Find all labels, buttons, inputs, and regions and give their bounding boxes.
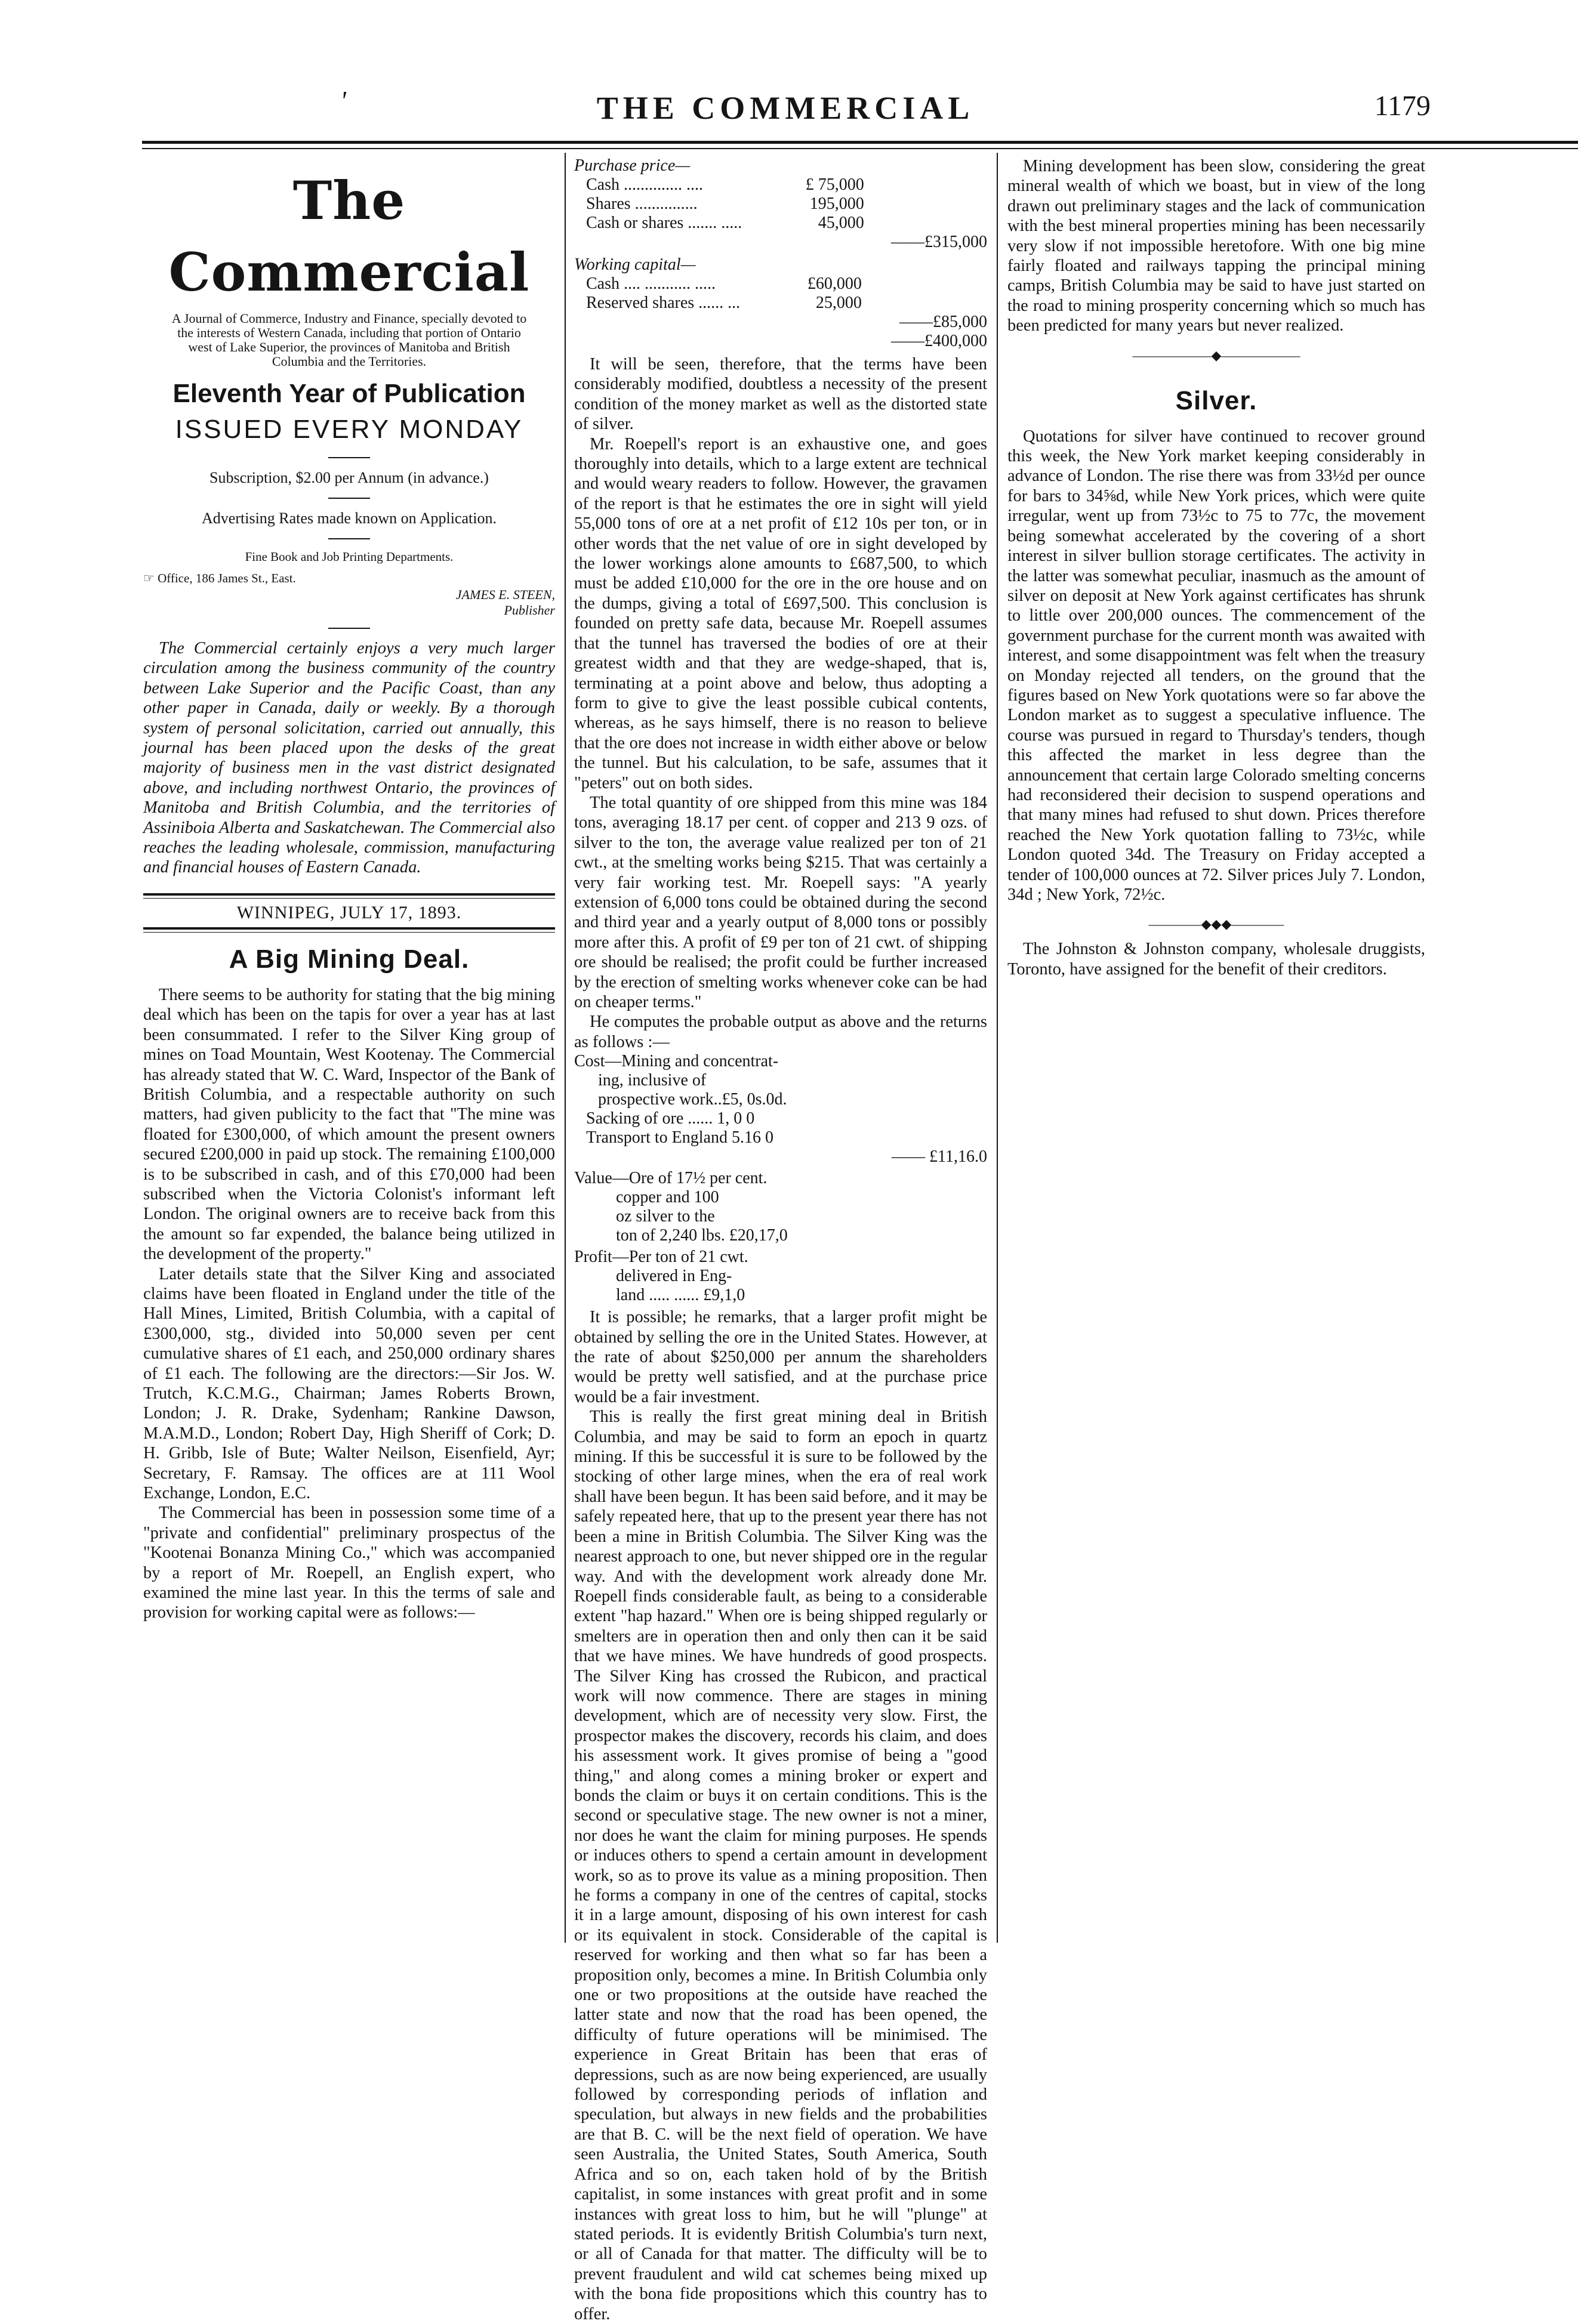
table-row <box>574 332 987 351</box>
cost-line: Transport to England 5.16 0 <box>586 1128 773 1147</box>
publisher-title: Publisher <box>504 603 555 618</box>
article-paragraph: It is possible; he remarks, that a larger profit might be obtained by selling the ore in the United States. However, at the rate of about $250,000 per annum the shareholders would be pretty well satisfied, and at the purchase price would be a fair investment. <box>574 1308 987 1406</box>
profit-block <box>574 1248 987 1305</box>
double-rule <box>143 927 555 933</box>
masthead-year: Eleventh Year of Publication <box>172 379 526 408</box>
cell-label: Reserved shares ...... ... <box>586 294 741 312</box>
article-paragraph: The total quantity of ore shipped from this mine was 184 tons, averaging 18.17 per cent. of copper and 213 9 ozs. of silver to the ton, the average value realized per ton of 21 cwt., at the smelting works being $215. That was certainly a very fair working test. Mr. Roepell says: "A yearly extension of 6,000 tons could be obtained during the second and third year and a yearly output of 8,000 tons or possibly more after this. A profit of £9 per ton of 21 cwt. of shipping ore should be realised; the profit could be further increased by the erection of smelting works whenever coke can be had on cheaper terms." <box>574 793 987 1011</box>
article-paragraph: The Commercial has been in possession some time of a "private and confidential" preliminary prospectus of the "Kootenai Bonanza Mining Co.," which was accompanied by a report of Mr. Roepell, an English expert, who examined the mine last year. In this the terms of sale and provision for working capital were as follows:— <box>143 1504 555 1622</box>
table-row <box>574 294 987 313</box>
running-head-title: THE COMMERCIAL <box>596 90 975 126</box>
column-divider-1 <box>565 153 566 1943</box>
value-line: ton of 2,240 lbs. £20,17,0 <box>616 1226 788 1245</box>
office-line: ☞ Office, 186 James St., East. <box>143 571 296 585</box>
article-paragraph: Mr. Roepell's report is an exhaustive one, and goes thoroughly into details, which to a large extent are technical and would weary readers to follow. However, the gravamen of the report is that he estimates the ore in sight will yield 55,000 tons of ore at a net profit of £12 10s per ton, or in other words that the net value of ore in sight developed by the lower workings alone amounts to £687,500, to which must be added £10,000 for the ore in the ore house and on the dumps, giving a total of £697,500. This conclusion is founded on pretty safe data, because Mr. Roepell assumes that the tunnel has traversed the bodies of ore at their greatest width and that they are wedge-shaped, that is, terminating at a point above and below, thus adopting a form to give to give the least possible cubical contents, whereas, as he says himself, there is no reason to believe that the ore does not increase in width either above or below the tunnel. But his calculation, to be safe, assumes that it "peters" out on both sides. <box>574 434 987 792</box>
printing-line: Fine Book and Job Printing Departments. <box>245 550 454 564</box>
article-paragraph: Mining development has been slow, considering the great mineral wealth of which we boast, but in view of the long drawn out preliminary stages and the lack of communication with the best mineral properties mining has been necessarily very slow if not impossible heretofore. With one big mine fairly floated and railways tapping the principal mining camps, British Columbia may be said to have just started on the road to mining prosperity concerning which so much has been predicted for many years but never realized. <box>1007 157 1425 335</box>
profit-line: delivered in Eng- <box>616 1267 732 1286</box>
short-rule <box>328 498 370 499</box>
column-2 <box>574 156 987 2323</box>
purchase-table <box>574 175 987 252</box>
value-block <box>574 1169 987 1245</box>
profit-line: Profit—Per ton of 21 cwt. <box>574 1248 748 1267</box>
table-row <box>574 274 987 294</box>
mining-article-title: A Big Mining Deal. <box>229 944 470 974</box>
masthead-subtitle: A Journal of Commerce, Industry and Finance, specially devoted to the interests of Western Canada, including that portion of Ontario west of Lake Superior, the provinces of Manitoba and British Columbia and the Territories. <box>171 311 527 369</box>
article-paragraph: He computes the probable output as above and the returns as follows :— <box>574 1013 987 1051</box>
cell-label: Cash or shares ....... ..... <box>586 214 742 232</box>
grand-total: ——£400,000 <box>891 332 987 350</box>
column-1 <box>143 156 555 1940</box>
column-divider-2 <box>997 153 998 1943</box>
header-rule-thick <box>142 141 1578 144</box>
office-address: Office, 186 James St., East. <box>158 571 296 585</box>
value-line: copper and 100 <box>616 1188 719 1207</box>
value-line: oz silver to the <box>616 1207 715 1226</box>
short-rule <box>328 538 370 539</box>
cost-line: prospective work..£5, 0s.0d. <box>598 1090 787 1109</box>
table-row <box>574 195 987 214</box>
cost-block <box>574 1052 987 1166</box>
cell-value: 45,000 <box>818 214 864 232</box>
table-row <box>574 175 987 195</box>
ornament-divider: ——————◆—————— <box>1132 347 1300 363</box>
cell-label: Cash .............. .... <box>586 175 703 194</box>
page-number: 1179 <box>1374 90 1431 122</box>
article-paragraph: This is really the first great mining deal in British Columbia, and may be said to form an epoch in quartz mining. If this be successful it is sure to be followed by the stocking of other large mines, when the era of real work shall have been begun. It has been said before, and it may be safely repeated here, that up to the present year there has not been a mine in British Columbia. The Silver King was the nearest approach to one, but never shipped ore in the regular way. And with the development work already done Mr. Roepell finds considerable fault, as being to a considerable extent "hap hazard." When ore is being shipped regularly or smelters are in operation then and only then can it be said that we have mines. We have hundreds of good prospects. The Silver King has crossed the Rubicon, and practical work will now commence. There are stages in mining development, which are of necessity very slow. First, the prospector makes the discovery, records his claim, and does his assessment work. It gives promise of being a "good thing," and along comes a mining broker or expert and bonds the claim or buys it on certain conditions. This is the second or speculative stage. The new owner is not a miner, nor does he want the claim for mining purposes. He spends or induces others to spend a certain amount in development work, so as to prove its value as a mining proposition. Then he forms a company in one of the centres of capital, stocks it in a large amount, disposing of his own interest for cash or its equivalent in stock. Considerable of the capital is reserved for working and then what so far has been a proposition only, becomes a mine. In British Columbia only one or two propositions at the outside have reached the latter state and now that the road has been opened, the difficulty of future operations will be minimised. The experience in Great Britain has been that eras of depressions, such as are now being experienced, are usually followed by corresponding periods of inflation and speculation, but always in new fields and the probabilities are that B. C. will be the next field of operation. We have seen Australia, the United States, South America, South Africa and so on, each taken hold of by the British capitalist, in some instances with great profit and in some instances with great loss to him, but he will "plunge" at stated periods. It is evidently British Columbia's turn next, or all of Canada for that matter. The difficulty will be to prevent fraudulent and wild cat schemes being mixed up with the bona fide propositions which this country has to offer. <box>574 1408 987 2323</box>
silver-paragraph: Quotations for silver have continued to recover ground this week, the New York market keeping considerably in advance of London. The rise there was from 33½d per ounce for bars to 34⅝d, while New York prices, which were quite irregular, went up from 73½c to 75 to 77c, the movement being somewhat accelerated by the covering of a short interest in silver bullion storage certificates. The activity in the latter was somewhat peculiar, inasmuch as the amount of silver on deposit at New York against certificates has shrunk to little over 200,000 ounces. The commencement of the government purchase for the current month was awaited with interest, and some disappointment was felt when the treasury on Monday rejected all tenders, on the ground that the figures based on New York quotations were so far above the London market as to suggest a speculative influence. The course was pursued in regard to Thursday's tenders, though this affected the market in less degree than the announcement that certain large Colorado smelting concerns had reconsidered their decision to suspend operations and that many mines had refused to shut down. Prices therefore reached the New York quotation falling to 73½c, while London quoted 34d. The Treasury on Friday accepted a tender of 100,000 ounces at 72. Silver prices July 7. London, 34d ; New York, 72½c. <box>1007 427 1425 904</box>
cost-total: —— £11,16.0 <box>892 1147 987 1166</box>
cell-value: 25,000 <box>815 294 862 312</box>
advertising-line: Advertising Rates made known on Application. <box>202 510 497 527</box>
article-paragraph: There seems to be authority for stating that the big mining deal which has been on the tapis for over a year has at last been consummated. I refer to the Silver King group of mines on Toad Mountain, West Kootenay. The Commercial has already stated that W. C. Ward, Inspector of the Bank of British Columbia, and a respectable authority on such matters, had given publicity to the fact that "The mine was floated for £300,000, of which amount the present owners secured £200,000 in paid up stock. The remaining £100,000 is to be subscribed in cash, and of this £70,000 had been subscribed when the Victoria Colonist's informant left London. The original owners are to receive back from this the amount so far expended, the balance being utilized in the development of the property." <box>143 985 555 1264</box>
cell-label: Shares ............... <box>586 195 698 213</box>
header-rule-thin <box>142 148 1578 149</box>
cost-line: Cost—Mining and concentrat- <box>574 1052 779 1071</box>
short-rule <box>328 628 370 629</box>
cell-label: Cash .... ........... ..... <box>586 274 716 293</box>
working-total: ——£85,000 <box>899 313 987 331</box>
publisher-name: JAMES E. STEEN, <box>455 587 555 602</box>
value-line: Value—Ore of 17½ per cent. <box>574 1169 768 1188</box>
masthead-title: The Commercial <box>168 169 530 303</box>
table-row <box>574 233 987 252</box>
table-row <box>574 214 987 233</box>
cost-line: ing, inclusive of <box>598 1071 707 1090</box>
purchase-total: ——£315,000 <box>891 233 987 251</box>
double-rule <box>143 893 555 899</box>
silver-article-title: Silver. <box>1175 385 1258 415</box>
column-3 <box>1007 156 1425 1767</box>
cell-value: £60,000 <box>807 274 862 293</box>
ornament-divider: ————◆◆◆———— <box>1148 916 1284 932</box>
short-rule <box>328 457 370 458</box>
purchase-label: Purchase price— <box>574 156 691 175</box>
article-paragraph: It will be seen, therefore, that the terms have been considerably modified, doubtless a necessity of the present condition of the money market as well as the distorted state of silver. <box>574 355 987 434</box>
table-row <box>574 313 987 332</box>
cell-value: £ 75,000 <box>805 175 864 194</box>
subscription-line: Subscription, $2.00 per Annum (in advance.) <box>209 469 489 486</box>
profit-line: land ..... ...... £9,1,0 <box>616 1286 745 1305</box>
circulation-note: The Commercial certainly enjoys a very much larger circulation among the business community of the country between Lake Superior and the Pacific Coast, than any other paper in Canada, daily or weekly. By a thorough system of personal solicitation, carried out annually, this journal has been placed upon the desks of the great majority of business men in the vast district designated above, and including northwest Ontario, the provinces of Manitoba and British Columbia, and the territories of Assiniboia Alberta and Saskatchewan. The Commercial also reaches the leading wholesale, commission, manufacturing and financial houses of Eastern Canada. <box>143 639 555 877</box>
cost-line: Sacking of ore ...... 1, 0 0 <box>586 1109 755 1128</box>
masthead-issued: ISSUED EVERY MONDAY <box>175 415 523 444</box>
article-paragraph: Later details state that the Silver King and associated claims have been floated in England under the title of the Hall Mines, Limited, British Columbia, with a capital of £300,000, stg., divided into 50,000 seven per cent cumulative shares of £1 each, and 250,000 ordinary shares of £1 each. The following are the directors:—Sir Jos. W. Trutch, K.C.M.G., Chairman; James Roberts Brown, London; J. R. Drake, Sydenham; Rankine Dawson, M.A.M.D., London; Robert Day, High Sheriff of Cork; D. H. Gribb, Isle of Bute; Walter Neilson, Eisenfield, Ayr; Secretary, F. Ramsay. The offices are at 111 Wool Exchange, London, E.C. <box>143 1264 555 1503</box>
working-table <box>574 274 987 351</box>
notice-paragraph: The Johnston & Johnston company, wholesale druggists, Toronto, have assigned for the benefit of their creditors. <box>1007 940 1425 979</box>
cell-value: 195,000 <box>809 195 864 213</box>
dateline: WINNIPEG, JULY 17, 1893. <box>236 902 462 922</box>
header-mark: ' <box>340 85 346 116</box>
working-label: Working capital— <box>574 255 696 274</box>
